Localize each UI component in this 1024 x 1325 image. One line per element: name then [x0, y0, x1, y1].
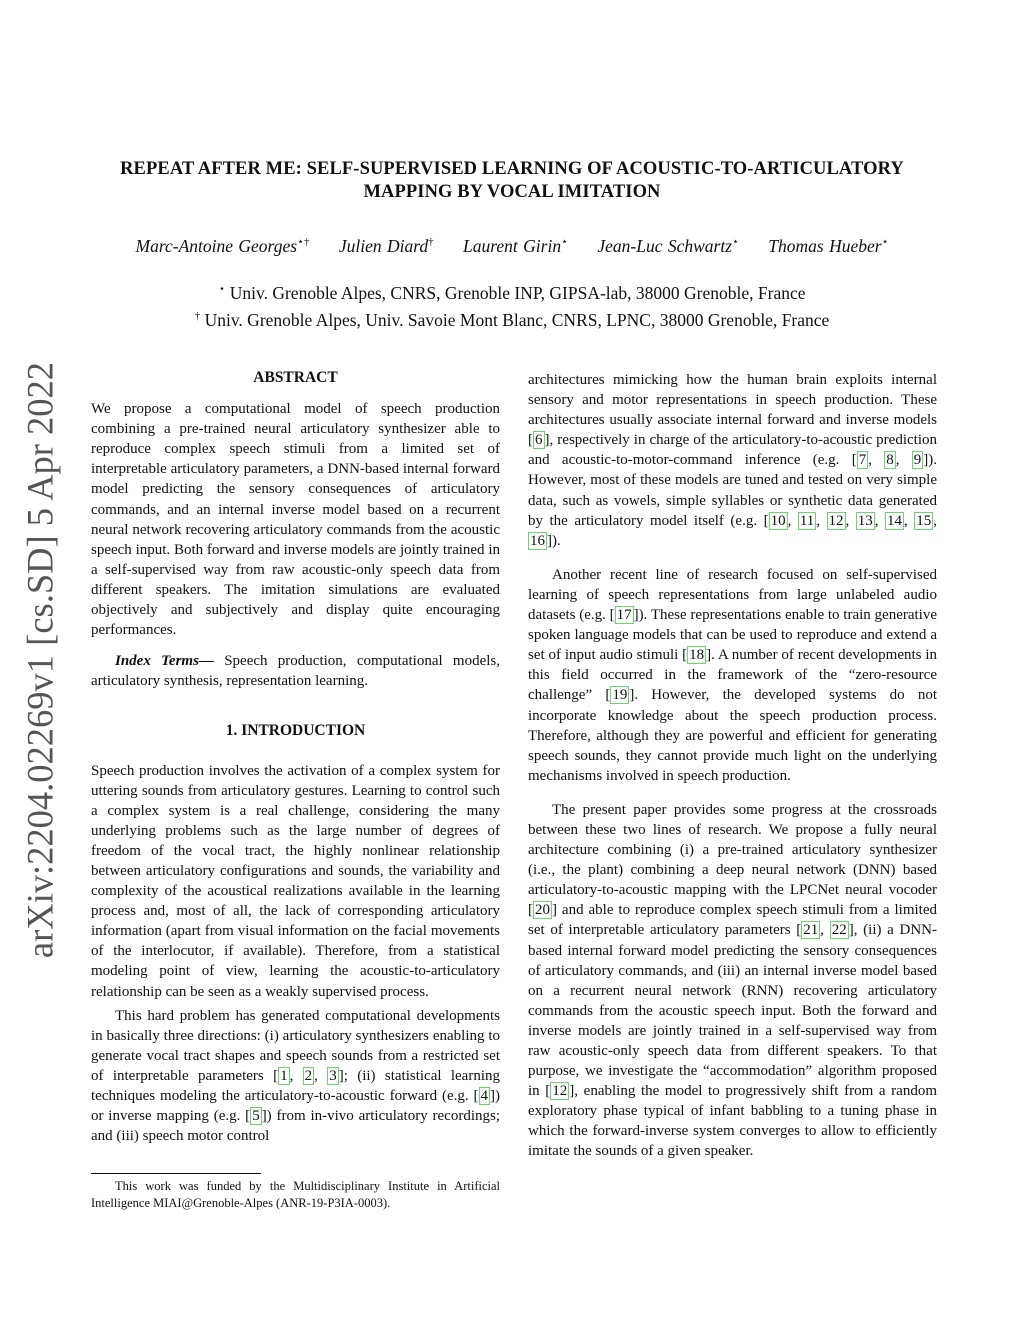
index-terms	[91, 651, 500, 691]
citation-link[interactable]: 22	[831, 922, 847, 939]
citation-link[interactable]: 12	[828, 512, 844, 529]
citation-link[interactable]: 12	[552, 1083, 568, 1100]
intro-paragraph-1: Speech production involves the activation of a complex system for uttering sounds from articulatory gestures. Learning to control such a complex system is a real challenge, considering the many underlying problems such as the large number of degrees of freedom of the vocal tract, the highly nonlinear relationship between articulatory configurations and sounds, the variability and complexity of the acoustical realizations available in the learning process and, most of all, the lack of corresponding articulatory information (apart from visual information on the facial movements of the interlocutor, if available). Therefore, from a statistical modeling point of view, learning the acoustic-to-articulatory relationship can be seen as a weakly supervised process.	[91, 762, 500, 1000]
arxiv-stamp	[10, 360, 70, 960]
author-list	[70, 230, 954, 258]
intro-paragraph-2: This hard problem has generated computational developments in basically three directions: (i) articulatory synthesizers enabling to generate vocal tract shapes and speech sounds from a restricted set of interpretable parameters [ 1 , 2 , 3 ]; (ii) statistical learning techniques modeling the articulatory-to-acoustic forward (e.g. [ 4 ]) or inverse mapping (e.g. [ 5 ]) from in-vivo articulatory recordings; and (iii) speech motor control	[91, 1007, 501, 1145]
citation-link[interactable]: 4	[480, 1088, 488, 1104]
citation-link[interactable]: 17	[616, 607, 632, 624]
citation-link[interactable]: 5	[252, 1108, 260, 1125]
arxiv-id: arXiv:2204.02269v1 [cs.SD] 5 Apr 2022	[19, 361, 61, 959]
citation-link[interactable]: 1	[280, 1067, 288, 1084]
citation-link[interactable]: 20	[535, 902, 550, 919]
citation-link[interactable]: 14	[887, 512, 903, 529]
intro-heading: 1. INTRODUCTION	[225, 722, 366, 740]
citation-link[interactable]: 10	[770, 512, 786, 529]
title-line-1: REPEAT AFTER ME: SELF-SUPERVISED LEARNING OF ACOUSTIC-TO-ARTICULATORY	[120, 159, 904, 179]
title-line-2: MAPPING BY VOCAL IMITATION	[363, 182, 661, 202]
citation-link[interactable]: 7	[858, 452, 867, 469]
citation-link[interactable]: 21	[803, 922, 819, 939]
citation-link[interactable]: 18	[689, 647, 705, 664]
citation-link[interactable]: 6	[535, 432, 543, 449]
right-paragraph-3: The present paper provides some progress at the crossroads between these two lines of research. We propose a fully neural architecture combining (i) a pre-trained articulatory synthesizer (i.e., the plant) combining a deep neural network (DNN) based articulatory-to-acoustic mapping with the LPCNet neural vocoder [ 20 ] and able to reproduce complex speech stimuli from a limited set of interpretable articulatory parameters [ 21 , 22 ], (ii) a DNN-based internal forward model predicting the sensory consequences of articulatory commands, and (iii) an internal inverse model based on a recurrent neural network (RNN) recovering articulatory commands from the acoustic speech input. Both the forward and inverse models are jointly trained in a self-supervised way from raw acoustic-only speech data from different speakers. To that purpose, we investigate the “accommodation” algorithm proposed in [ 12 ], enabling the model to progressively shift from a random exploratory phase typical of infant babbling to a tuning phase in which the forward-inverse system converges to allow to efficiently imitate the sounds of a given speaker.	[528, 801, 938, 1160]
index-terms-text: Speech production, computational models, articulatory synthesis, representation learning.	[91, 653, 501, 690]
author: Julien Diard†	[338, 235, 434, 256]
author: Laurent Girin⋆	[463, 235, 568, 256]
citation-link[interactable]: 16	[530, 532, 545, 549]
footnote: This work was funded by the Multidisciplinary Institute in Artificial Intelligence MIAI@Grenoble-Alpes (ANR-19-P3IA-0003).	[91, 1179, 500, 1210]
citation-link[interactable]: 13	[857, 512, 873, 529]
paper-title	[70, 158, 954, 204]
left-column	[91, 368, 500, 1146]
affiliations	[70, 278, 954, 332]
citation-link[interactable]: 9	[913, 452, 922, 469]
citation-link[interactable]: 11	[799, 512, 815, 529]
affiliation: ⋆ Univ. Grenoble Alpes, CNRS, Grenoble INP, GIPSA-lab, 38000 Grenoble, France	[218, 282, 806, 303]
footnote-rule	[91, 1173, 261, 1174]
citation-link[interactable]: 3	[329, 1067, 337, 1084]
citation-link[interactable]: 15	[916, 512, 932, 529]
right-column	[528, 370, 937, 1162]
affiliation: † Univ. Grenoble Alpes, Univ. Savoie Mont Blanc, CNRS, LPNC, 38000 Grenoble, France	[194, 309, 830, 330]
author: Thomas Hueber⋆	[768, 235, 889, 256]
citation-link[interactable]: 2	[304, 1067, 313, 1084]
abstract-heading: ABSTRACT	[253, 369, 338, 386]
author: Jean-Luc Schwartz⋆	[597, 235, 739, 256]
right-paragraph-2: Another recent line of research focused on self-supervised learning of speech representations from large unlabeled audio datasets (e.g. [ 17 ]). These representations enable to train generative spoken language models that can be used to reproduce and extend a set of input audio stimuli [ 18 ]. A number of recent developments in this field occurred in the framework of the “zero-resource challenge” [ 19 ]. However, the developed systems do not incorporate knowledge about the speech production process. Therefore, although they are powerful and efficient for generating speech sounds, they cannot provide much light on the underlying mechanisms involved in speech production.	[528, 566, 938, 784]
citation-link[interactable]: 8	[886, 452, 894, 469]
abstract-text: We propose a computational model of speech production combining a pre-trained neural articulatory synthesizer able to reproduce complex speech stimuli from a limited set of interpretable articulatory parameters, a DNN-based internal forward model predicting the sensory consequences of articulatory commands, and an internal inverse model based on a recurrent neural network recovering articulatory commands from the acoustic speech input. Both forward and inverse models are jointly trained in a self-supervised way from raw acoustic-only speech data from different speakers. The imitation simulations are evaluated objectively and subjectively and display quite encouraging performances.	[91, 401, 500, 639]
citation-link[interactable]: 19	[612, 687, 628, 704]
index-terms-label: Index Terms—	[115, 653, 214, 670]
author: Marc-Antoine Georges⋆†	[135, 235, 310, 256]
right-paragraph-1: architectures mimicking how the human brain exploits internal sensory and motor representations in speech production. These architectures usually associate internal forward and inverse models [ 6 ], respectively in charge of the articulatory-to-acoustic prediction and acoustic-to-motor-command inference (e.g. [ 7 , 8 , 9 ]). However, most of these models are tuned and tested on very simple data, such as vowels, simple syllables or synthetic data generated by the articulatory model itself (e.g. [ 10 , 11 , 12 , 13 , 14 , 15 , 16 ]).	[528, 372, 938, 549]
